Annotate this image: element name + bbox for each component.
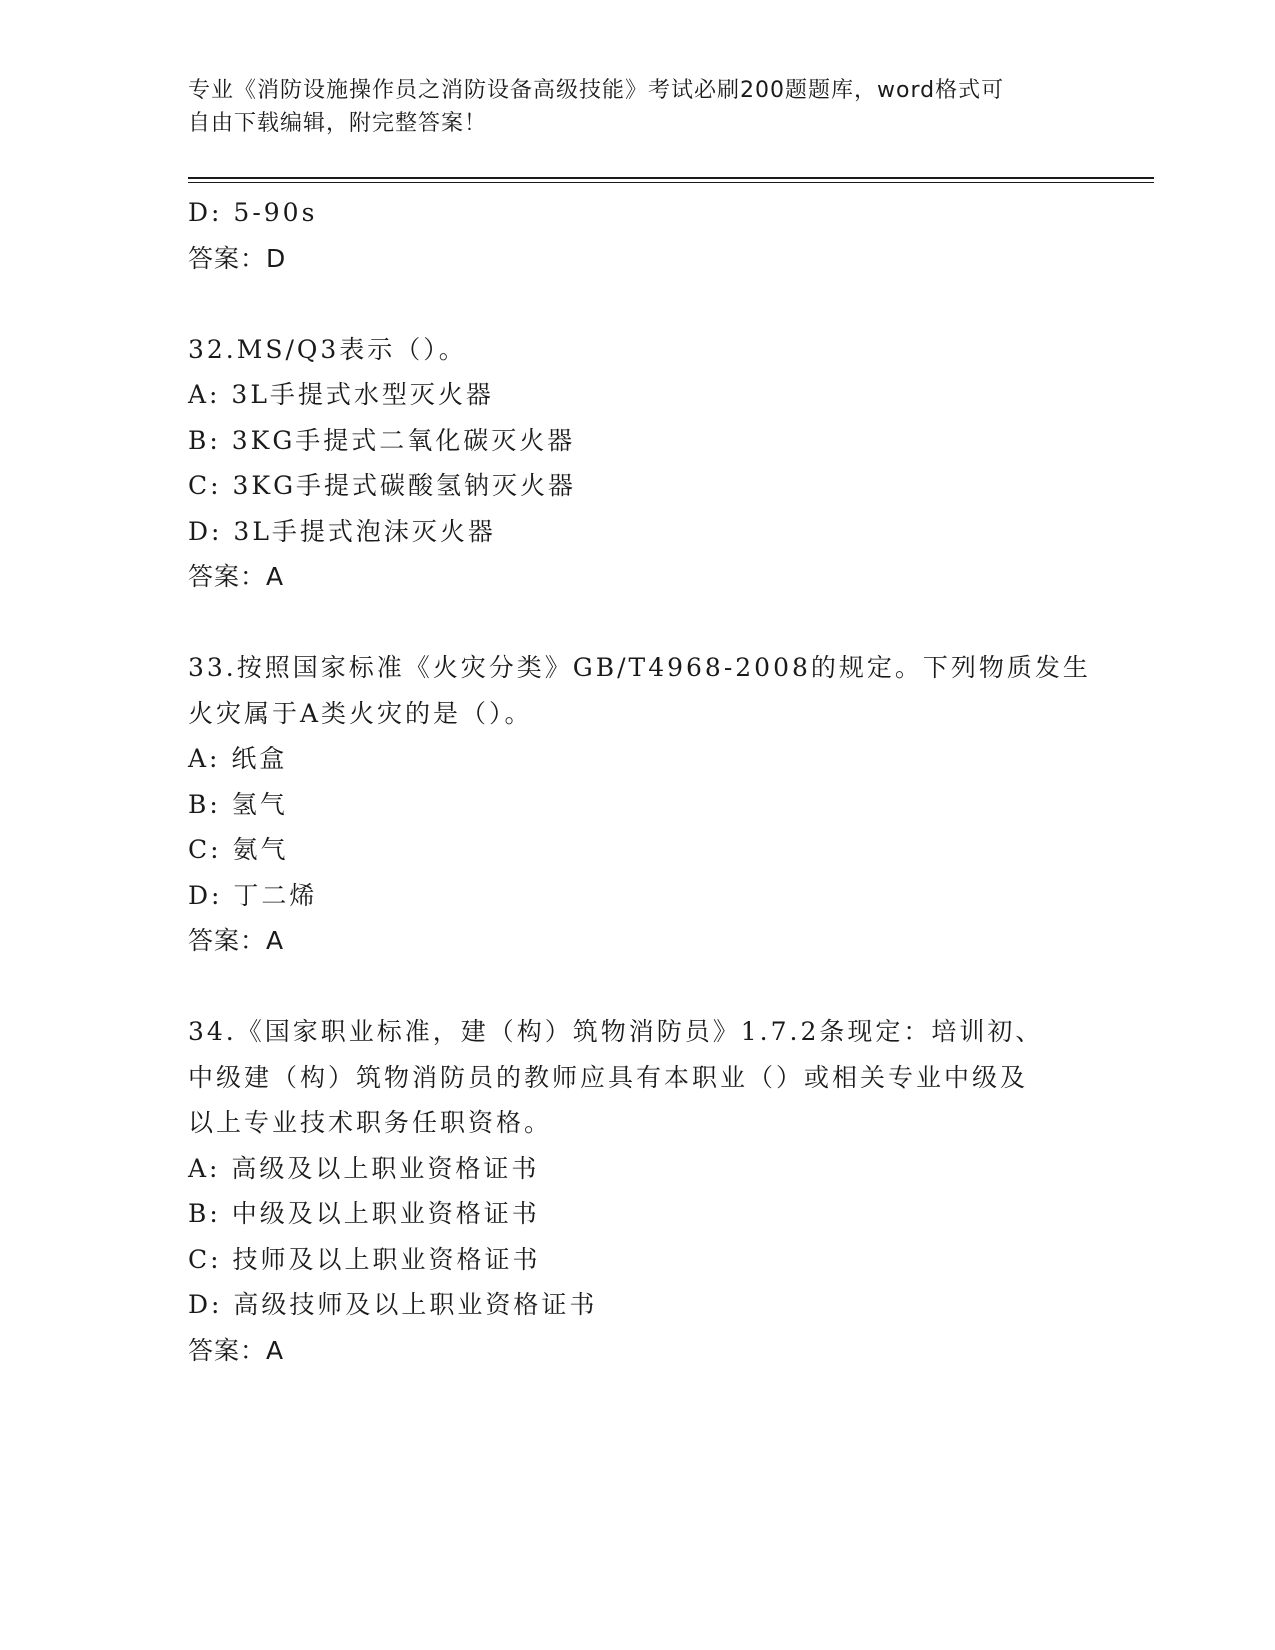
option-c: C: 3KG手提式碳酸氢钠灭火器 [188,471,577,500]
option-b: B: 3KG手提式二氧化碳灭火器 [188,425,576,455]
question-34 [188,1009,1088,1373]
previous-answer: 答案：D [188,243,287,273]
answer: 答案：A [188,1335,285,1365]
option-d: D: 3L手提式泡沫灭火器 [188,516,496,546]
question-text: 火灾属于A类火灾的是（）。 [188,698,533,728]
option-a: A: 纸盒 [188,744,288,773]
option-d: D: 丁二烯 [188,880,318,910]
answer: 答案：A [188,926,285,955]
option-b: B: 中级及以上职业资格证书 [188,1199,540,1228]
question-text: 以上专业技术职务任职资格。 [188,1108,553,1137]
option-c: C: 技师及以上职业资格证书 [188,1244,541,1274]
spacer [188,964,1088,1010]
document-header [188,74,1088,140]
option-b: B: 氢气 [188,789,288,819]
header-line-2: 自由下载编辑，附完整答案！ [188,111,488,136]
previous-option-d: D: 5-90s [188,198,318,227]
spacer [188,600,1088,646]
question-text: 32.MS/Q3表示（）。 [188,334,467,364]
option-d: D: 高级技师及以上职业资格证书 [188,1290,598,1319]
question-text: 34.《国家职业标准，建（构）筑物消防员》1.7.2条现定：培训初、 [188,1017,1044,1046]
question-text: 中级建（构）筑物消防员的教师应具有本职业（）或相关专业中级及 [188,1062,1029,1092]
spacer [188,281,1088,327]
header-divider-thin [188,182,1154,183]
option-a: A: 3L手提式水型灭火器 [188,380,494,409]
question-32 [188,327,1088,600]
header-line-1: 专业《消防设施操作员之消防设备高级技能》考试必刷200题题库，word格式可 [188,78,1005,103]
question-text: 33.按照国家标准《火灾分类》GB/T4968-2008的规定。下列物质发生 [188,653,1091,682]
question-33 [188,645,1091,964]
question-content [188,190,1091,1373]
option-a: A: 高级及以上职业资格证书 [188,1153,540,1183]
header-divider [188,177,1154,179]
option-c: C: 氨气 [188,835,289,864]
answer: 答案：A [188,562,285,591]
